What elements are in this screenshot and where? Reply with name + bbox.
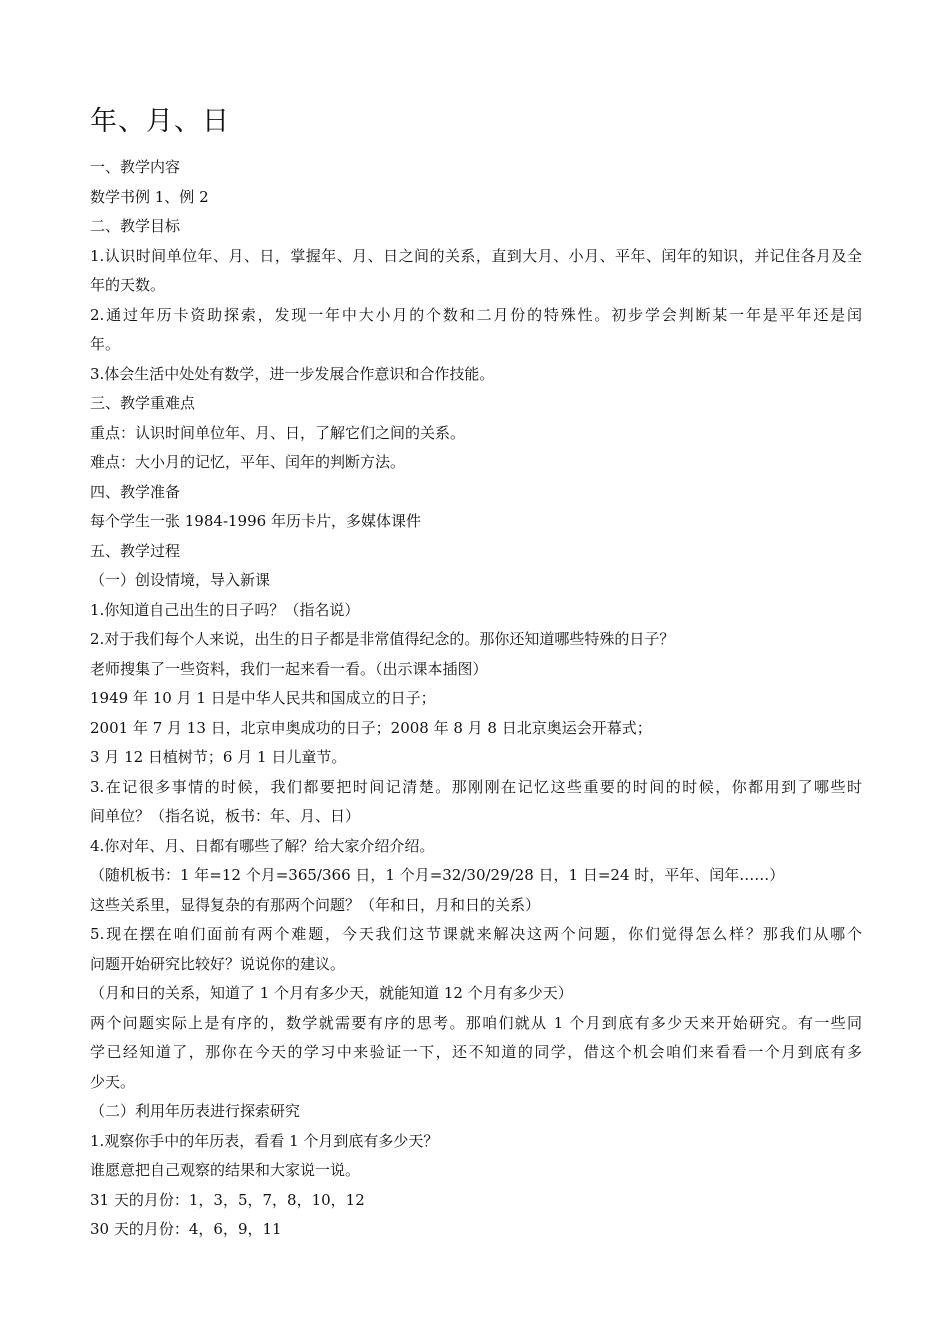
section-heading: 一、教学内容 (90, 158, 181, 176)
paragraph-line: （月和日的关系，知道了 1 个月有多少天，就能知道 12 个月有多少天） (90, 984, 573, 1002)
document-body (90, 153, 862, 1245)
paragraph-line: 4.你对年、月、日都有哪些了解？给大家介绍介绍。 (90, 836, 435, 855)
paragraph-line: 2.通过年历卡资助探索，发现一年中大小月的个数和二月份的特殊性。初步学会判断某一年是平年还是闰 (90, 305, 862, 324)
document-title: 年、月、日 (90, 106, 230, 137)
paragraph-line: 2.对于我们每个人来说，出生的日子都是非常值得纪念的。那你还知道哪些特殊的日子？ (90, 630, 675, 648)
paragraph-line: 30 天的月份：4，6，9，11 (90, 1220, 282, 1238)
paragraph-line: 这些关系里，显得复杂的有那两个问题？（年和日，月和日的关系） (90, 895, 541, 914)
paragraph-line: 年的天数。 (90, 276, 166, 294)
paragraph-line: 1.你知道自己出生的日子吗？（指名说） (90, 600, 360, 619)
paragraph-line: 谁愿意把自己观察的结果和大家说一说。 (90, 1161, 361, 1179)
paragraph-line: 两个问题实际上是有序的，数学就需要有序的思考。那咱们就从 1 个月到底有多少天来开始研究。有一些同 (90, 1013, 862, 1032)
paragraph-line: 年。 (90, 335, 121, 353)
paragraph-line: 学已经知道了，那你在今天的学习中来验证一下，还不知道的同学，借这个机会咱们来看看一个月到底有多 (90, 1043, 862, 1061)
paragraph-line: 3.体会生活中处处有数学，进一步发展合作意识和合作技能。 (90, 364, 495, 383)
subsection-heading: （二）利用年历表进行探索研究 (90, 1102, 301, 1120)
section-heading: 三、教学重难点 (90, 394, 196, 412)
paragraph-line: 每个学生一张 1984-1996 年历卡片，多媒体课件 (90, 512, 421, 530)
section-heading: 四、教学准备 (90, 482, 181, 501)
paragraph-line: 1.观察你手中的年历表，看看 1 个月到底有多少天？ (90, 1131, 439, 1150)
paragraph-line: 5.现在摆在咱们面前有两个难题，今天我们这节课就来解决这两个问题，你们觉得怎么样？那我们从哪个 (90, 925, 862, 943)
paragraph-line: 数学书例 1、例 2 (90, 187, 209, 206)
paragraph-line: 问题开始研究比较好？说说你的建议。 (90, 954, 346, 973)
section-heading: 五、教学过程 (90, 541, 181, 560)
paragraph-line: 1.认识时间单位年、月、日，掌握年、月、日之间的关系，直到大月、小月、平年、闰年的知识，并记住各月及全 (90, 246, 862, 265)
subsection-heading: （一）创设情境，导入新课 (90, 571, 271, 589)
paragraph-line: 3 月 12 日植树节；6 月 1 日儿童节。 (90, 748, 347, 766)
paragraph-line: 少天。 (90, 1072, 136, 1091)
paragraph-line: 1949 年 10 月 1 日是中华人民共和国成立的日子； (90, 689, 436, 707)
paragraph-line: 2001 年 7 月 13 日，北京申奥成功的日子；2008 年 8 月 8 日北京奥运会开幕式； (90, 718, 652, 737)
paragraph-line: 老师搜集了一些资料，我们一起来看一看。（出示课本插图） (90, 659, 488, 678)
paragraph-line: （随机板书：1 年=12 个月=365/366 日，1 个月=32/30/29/28 日，1 日=24 时，平年、闰年……） (90, 866, 785, 884)
paragraph-line: 间单位？（指名说，板书：年、月、日） (90, 807, 361, 825)
paragraph-line: 难点：大小月的记忆，平年、闰年的判断方法。 (90, 453, 406, 471)
paragraph-line: 重点：认识时间单位年、月、日，了解它们之间的关系。 (90, 423, 466, 442)
paragraph-line: 31 天的月份：1，3，5，7，8，10，12 (90, 1190, 365, 1209)
section-heading: 二、教学目标 (90, 217, 181, 235)
paragraph-line: 3.在记很多事情的时候，我们都要把时间记清楚。那刚刚在记忆这些重要的时间的时候，你都用到了哪些时 (90, 777, 862, 796)
